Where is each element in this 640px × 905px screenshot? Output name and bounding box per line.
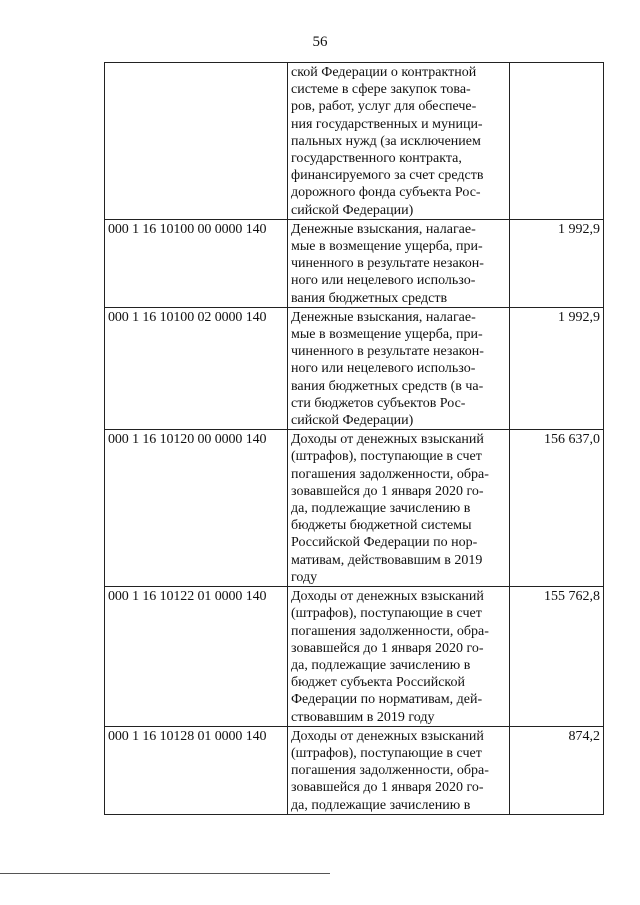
table-row [105, 307, 604, 429]
description-cell [288, 726, 510, 814]
description-line: Доходы от денежных взысканий [291, 432, 484, 448]
budget-code-cell: 000 1 16 10100 02 0000 140 [105, 307, 288, 429]
bottom-rule [0, 873, 330, 874]
description-line: мативам, действовавшим в 2019 [291, 552, 483, 568]
description-line: Доходы от денежных взысканий [291, 589, 484, 605]
description-line: ния государственных и муници- [291, 116, 483, 132]
budget-code-cell: 000 1 16 10120 00 0000 140 [105, 430, 288, 587]
budget-code-cell: 000 1 16 10122 01 0000 140 [105, 587, 288, 727]
table-row [105, 587, 604, 727]
description-line: Денежные взыскания, налагае- [291, 221, 476, 237]
description-line: сти бюджетов субъектов Рос- [291, 395, 466, 411]
description-cell [288, 430, 510, 587]
description-line: дорожного фонда субъекта Рос- [291, 185, 481, 201]
description-line: да, подлежащие зачислению в [291, 501, 471, 517]
amount-cell: 1 992,9 [510, 307, 604, 429]
description-line: сийской Федерации) [291, 202, 414, 218]
description-line: чиненного в результате незакон- [291, 256, 484, 272]
description-line: Денежные взыскания, налагае- [291, 309, 476, 325]
table-row [105, 219, 604, 307]
table-body [105, 63, 604, 815]
description-line: году [291, 569, 318, 585]
description-line: ствовавшим в 2019 году [291, 709, 435, 725]
description-cell [288, 307, 510, 429]
table-row [105, 430, 604, 587]
amount-cell [510, 63, 604, 220]
description-line: да, подлежащие зачислению в [291, 797, 471, 813]
description-line: (штрафов), поступающие в счет [291, 449, 482, 465]
amount-cell: 874,2 [510, 726, 604, 814]
description-cell [288, 63, 510, 220]
description-line: (штрафов), поступающие в счет [291, 606, 482, 622]
description-line: ного или нецелевого использо- [291, 361, 476, 377]
description-line: зовавшейся до 1 января 2020 го- [291, 640, 484, 656]
budget-code-cell: 000 1 16 10128 01 0000 140 [105, 726, 288, 814]
description-line: (штрафов), поступающие в счет [291, 745, 482, 761]
description-line: сийской Федерации) [291, 413, 414, 429]
description-line: государственного контракта, [291, 151, 462, 167]
description-cell [288, 587, 510, 727]
description-line: вания бюджетных средств [291, 290, 448, 306]
description-line: ров, работ, услуг для обеспече- [291, 99, 477, 115]
description-line: Федерации по нормативам, дей- [291, 692, 483, 708]
description-line: погашения задолженности, обра- [291, 763, 489, 779]
page-number: 56 [312, 34, 328, 50]
budget-revenue-table [104, 62, 604, 815]
description-line: мые в возмещение ущерба, при- [291, 327, 483, 343]
description-line: финансируемого за счет средств [291, 168, 484, 184]
description-line: зовавшейся до 1 января 2020 го- [291, 780, 484, 796]
budget-code-cell [105, 63, 288, 220]
description-line: зовавшейся до 1 января 2020 го- [291, 483, 484, 499]
amount-cell: 155 762,8 [510, 587, 604, 727]
table-row [105, 726, 604, 814]
table-row [105, 63, 604, 220]
description-line: бюджет субъекта Российской [291, 675, 466, 691]
amount-cell: 1 992,9 [510, 219, 604, 307]
description-cell [288, 219, 510, 307]
amount-cell: 156 637,0 [510, 430, 604, 587]
description-line: погашения задолженности, обра- [291, 623, 489, 639]
description-line: чиненного в результате незакон- [291, 344, 484, 360]
description-line: вания бюджетных средств (в ча- [291, 378, 484, 394]
description-line: системе в сфере закупок това- [291, 82, 471, 98]
description-line: Российской Федерации по нор- [291, 535, 478, 551]
description-line: бюджеты бюджетной системы [291, 518, 472, 534]
description-line: погашения задолженности, обра- [291, 466, 489, 482]
description-line: ного или нецелевого использо- [291, 273, 476, 289]
description-line: Доходы от денежных взысканий [291, 728, 484, 744]
budget-code-cell: 000 1 16 10100 00 0000 140 [105, 219, 288, 307]
description-line: мые в возмещение ущерба, при- [291, 239, 483, 255]
description-line: да, подлежащие зачислению в [291, 657, 471, 673]
description-line: ской Федерации о контрактной [291, 65, 477, 80]
description-line: пальных нужд (за исключением [291, 133, 481, 149]
